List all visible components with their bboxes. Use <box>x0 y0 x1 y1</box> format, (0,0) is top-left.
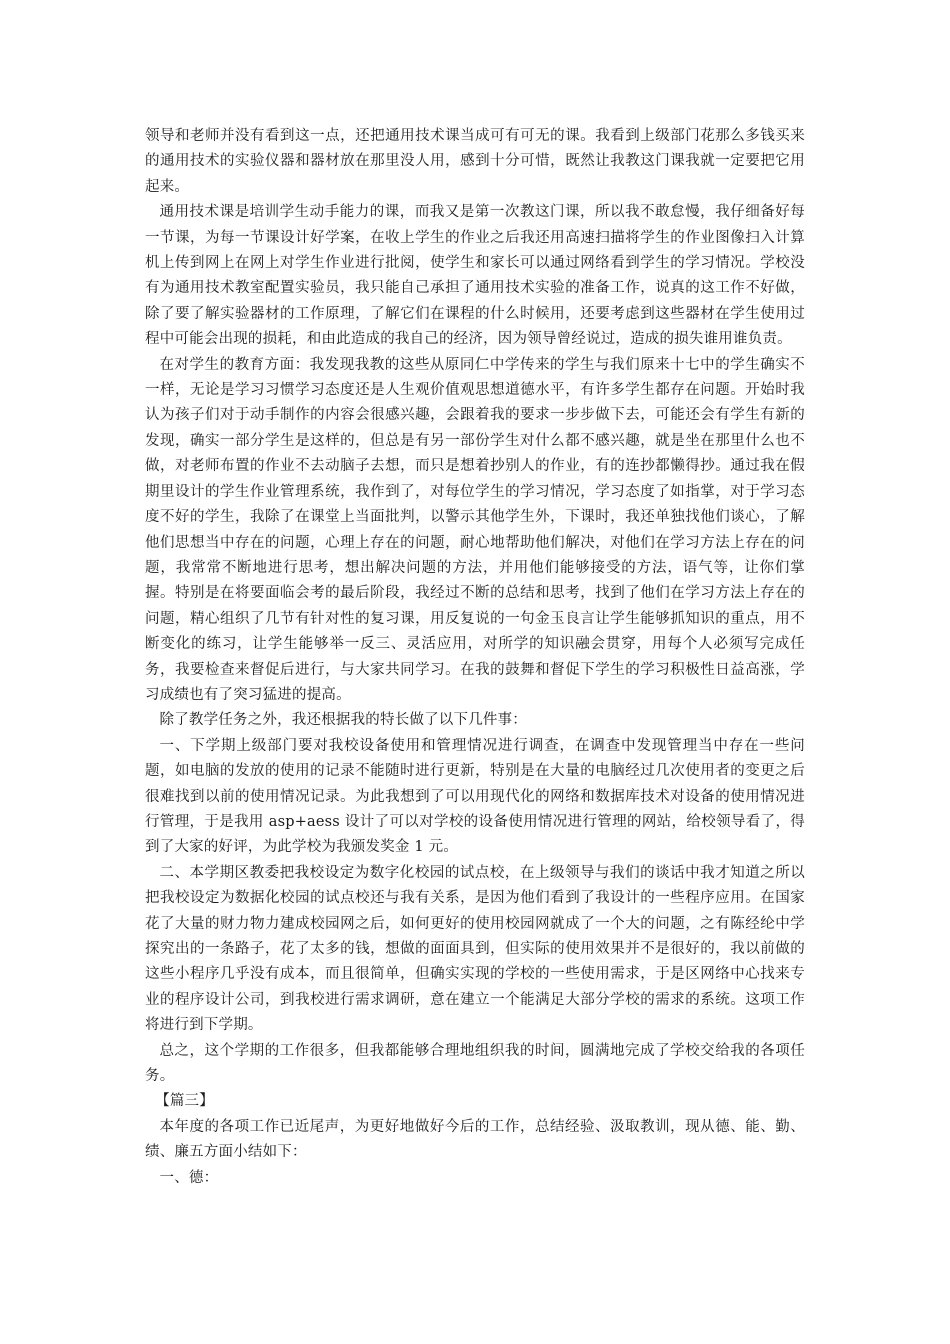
subheading-virtue: 一、德： <box>159 1169 219 1186</box>
paragraph-general-tech-course: 通用技术课是培训学生动手能力的课，而我又是第一次教这门课，所以我不敢怠慢，我仔细备好每一节课，为每一节课设计好学案，在收上学生的作业之后我还用高速扫描将学生的作业图像扫入计算机上传到网上在网上对学生作业进行批阅，使学生和家长可以通过网络看到学生的学习情况。学校没有为通用技术教室配置实验员，我只能自己承担了通用技术实验的准备工作，说真的这工作不好做，除了要了解实验器材的工作原理，了解它们在课程的什么时候用，还要考虑到这些器材在学生使用过程中可能会出现的损耗，和由此造成的我自己的经济，因为领导曾经说过，造成的损失谁用谁负责。 <box>145 204 805 348</box>
paragraph-student-education: 在对学生的教育方面：我发现我教的这些从原同仁中学传来的学生与我们原来十七中的学生确实不一样，无论是学习习惯学习态度还是人生观价值观思想道德水平，有许多学生都存在问题。开始时我认为孩子们对于动手制作的内容会很感兴趣，会跟着我的要求一步步做下去，可能还会有学生有新的发现，确实一部分学生是这样的，但总是有另一部份学生对什么都不感兴趣，就是坐在那里什么也不做，对老师布置的作业不去动脑子去想，而只是想着抄别人的作业，有的连抄都懒得抄。通过我在假期里设计的学生作业管理系统，我作到了，对每位学生的学习情况，学习态度了如指掌，对于学习态度不好的学生，我除了在课堂上当面批判，以警示其他学生外，下课时，我还单独找他们谈心，了解他们思想当中存在的问题，心理上存在的问题，耐心地帮助他们解决，对他们在学习方法上存在的问题，我常常不断地进行思考，想出解决问题的方法，并用他们能够接受的方法，语气等，让你们掌握。特别是在将要面临会考的最后阶段，我经过不断的总结和思考，找到了他们在学习方法上存在的问题，精心组织了几节有针对性的复习课，用反复说的一句金玉良言让学生能够抓知识的重点，用不断变化的练习，让学生能够举一反三、灵活应用，对所学的知识融会贯穿，用每个人必须写完成任务，我要检查来督促后进行，与大家共同学习。在我的鼓舞和督促下学生的学习积极性日益高涨，学习成绩也有了突习猛进的提高。 <box>145 356 805 703</box>
paragraph-continuation: 领导和老师并没有看到这一点，还把通用技术课当成可有可无的课。我看到上级部门花那么多钱买来的通用技术的实验仪器和器材放在那里没人用，感到十分可惜，既然让我教这门课我就一定要把它用起来。 <box>145 128 805 195</box>
paragraph-summary: 总之，这个学期的工作很多，但我都能够合理地组织我的时间，圆满地完成了学校交给我的各项任务。 <box>145 1042 805 1085</box>
paragraph-item-one: 一、下学期上级部门要对我校设备使用和管理情况进行调查，在调查中发现管理当中存在一些问题，如电脑的发放的使用的记录不能随时进行更新，特别是在大量的电脑经过几次使用者的变更之后很难找到以前的使用情况记录。为此我想到了可以用现代化的网络和数据库技术对设备的使用情况进行管理，于是我用 asp+aess 设计了可以对学校的设备使用情况进行管理的网站，给校领导看了，得到了大家的好评，为此学校为我颁发奖金 1 元。 <box>145 737 805 856</box>
paragraph-year-intro: 本年度的各项工作已近尾声，为更好地做好今后的工作，总结经验、汲取教训，现从德、能、勤、绩、廉五方面小结如下： <box>145 1118 805 1161</box>
document-body <box>145 124 805 1191</box>
paragraph-extra-tasks-intro: 除了教学任务之外，我还根据我的特长做了以下几件事： <box>159 712 527 729</box>
paragraph-item-two: 二、本学期区教委把我校设定为数字化校园的试点校，在上级领导与我们的谈话中我才知道之所以把我校设定为数据化校园的试点校还与我有关系，是因为他们看到了我设计的一些程序应用。在国家花了大量的财力物力建成校园网之后，如何更好的使用校园网就成了一个大的问题，之有陈经纶中学探究出的一条路子，花了太多的钱，想做的面面具到，但实际的使用效果并不是很好的，我以前做的这些小程序几乎没有成本，而且很简单，但确实实现的学校的一些使用需求，于是区网络中心找来专业的程序设计公司，到我校进行需求调研，意在建立一个能满足大部分学校的需求的系统。这项工作将进行到下学期。 <box>145 864 805 1034</box>
section-heading: 【篇三】 <box>155 1093 214 1110</box>
